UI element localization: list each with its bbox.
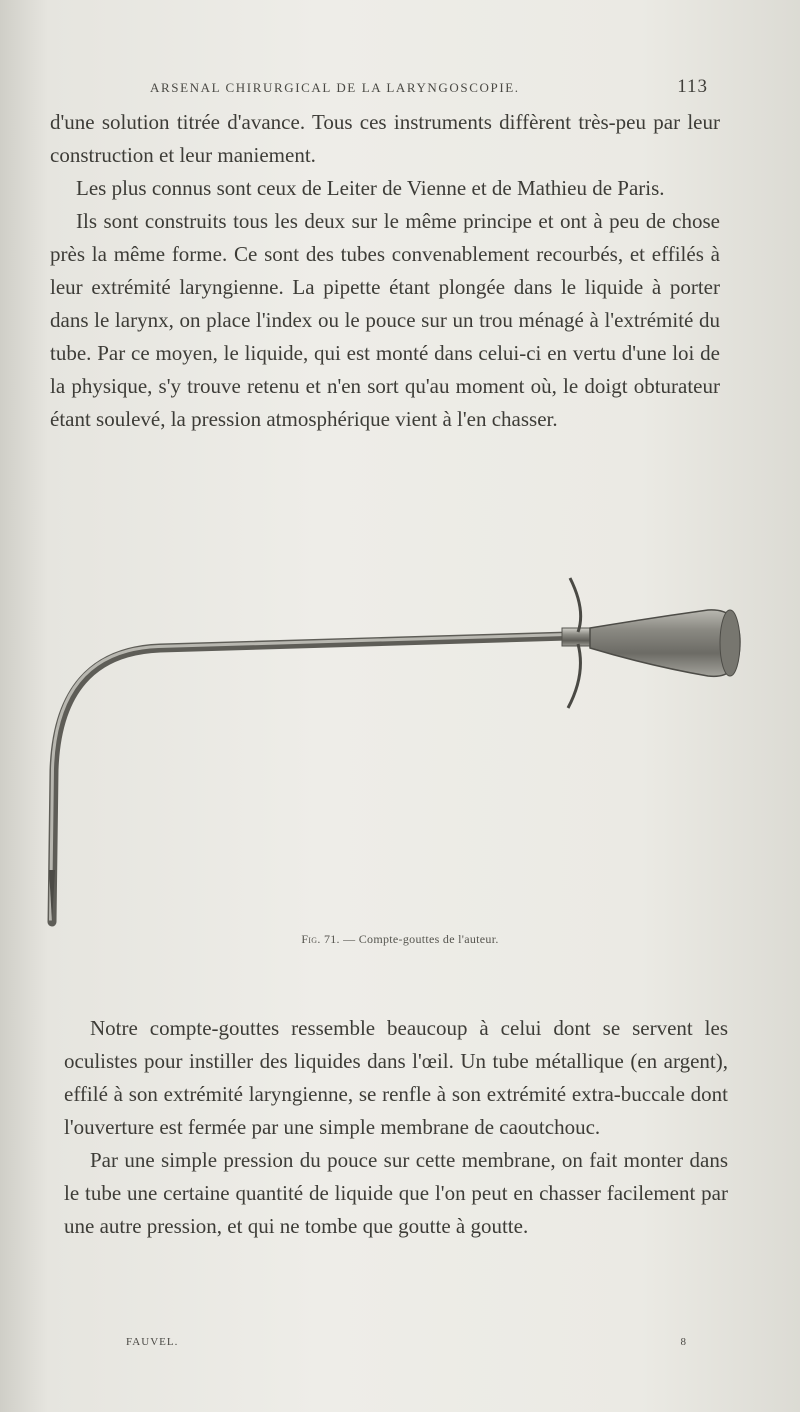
dropper-bulb xyxy=(590,610,740,676)
running-head xyxy=(150,76,708,98)
bulb-end xyxy=(720,610,740,676)
figure-caption xyxy=(0,932,800,947)
dropper-tube xyxy=(52,636,568,922)
printer-signature-number: 8 xyxy=(680,1336,686,1348)
dropper-collar xyxy=(562,628,590,646)
page-number: 113 xyxy=(677,76,708,97)
running-title: ARSENAL CHIRURGICAL DE LA LARYNGOSCOPIE. xyxy=(150,80,520,95)
dropper-illustration xyxy=(40,570,760,935)
paragraph: Les plus connus sont ceux de Leiter de Vienne et de Mathieu de Paris. xyxy=(76,176,665,200)
bottom-text-block xyxy=(64,1012,728,1243)
paragraph: d'une solution titrée d'avance. Tous ces instruments diffèrent très-peu par leur construction et leur maniement. xyxy=(50,110,720,167)
paragraph: Notre compte-gouttes ressemble beaucoup à celui dont se servent les oculistes pour instiller des liquides dans l'œil. Un tube métallique (en argent), effilé à son extrémité laryngienne, se renfle à son extrémité extra-buccale dont l'ouverture est fermée par une simple membrane de caoutchouc. xyxy=(64,1016,728,1139)
figure-label: Fig. 71. xyxy=(301,932,340,946)
page-footer xyxy=(126,1336,686,1348)
printer-signature-name: FAUVEL. xyxy=(126,1336,179,1348)
top-text-block xyxy=(50,106,720,436)
paragraph: Par une simple pression du pouce sur cette membrane, on fait monter dans le tube une certaine quantité de liquide que l'on peut en chasser facilement par une autre pression, et qui ne tombe que goutte à goutte. xyxy=(64,1148,728,1238)
paragraph: Ils sont construits tous les deux sur le même principe et ont à peu de chose près la même forme. Ce sont des tubes convenablement recourbés, et effilés à leur extrémité laryngienne. La pipette étant plongée dans le liquide à porter dans le larynx, on place l'index ou le pouce sur un trou ménagé à l'extrémité du tube. Par ce moyen, le liquide, qui est monté dans celui-ci en vertu d'une loi de la physique, s'y trouve retenu et n'en sort qu'au moment où, le doigt obturateur étant soulevé, la pression atmosphérique vient à l'en chasser. xyxy=(50,209,720,431)
figure-caption-text: — Compte-gouttes de l'auteur. xyxy=(343,932,499,946)
